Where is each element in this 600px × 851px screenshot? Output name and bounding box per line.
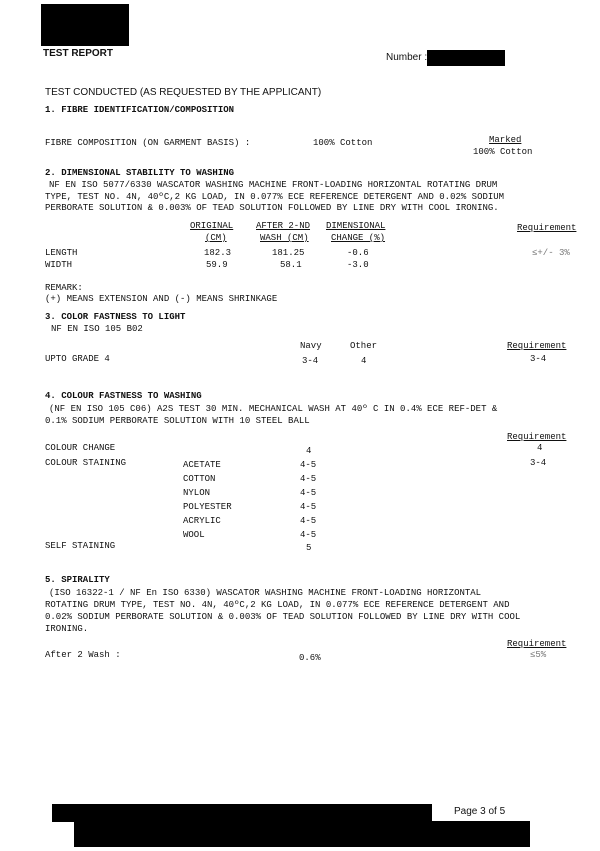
col-dimensional-change: CHANGE (%) xyxy=(331,233,386,243)
self-staining-label: SELF STAINING xyxy=(45,541,116,551)
section5-desc-line1: (ISO 16322-1 / NF En ISO 6330) WASCATOR WASHING MACHINE FRONT-LOADING HORIZONTAL xyxy=(49,588,482,598)
marked-label: Marked xyxy=(489,135,522,145)
self-staining-value: 5 xyxy=(306,543,312,553)
staining-value-cotton: 4-5 xyxy=(300,474,317,484)
section1-heading: 1. FIBRE IDENTIFICATION/COMPOSITION xyxy=(45,105,235,115)
length-label: LENGTH xyxy=(45,248,78,258)
colour-change-label: COLOUR CHANGE xyxy=(45,443,116,453)
length-change: -0.6 xyxy=(347,248,369,258)
staining-value-polyester: 4-5 xyxy=(300,502,317,512)
length-after: 181.25 xyxy=(272,248,305,258)
redacted-footer-left xyxy=(52,804,432,822)
staining-fibre-nylon: NYLON xyxy=(183,488,211,498)
number-label: Number : xyxy=(386,52,428,63)
staining-fibre-acrylic: ACRYLIC xyxy=(183,516,221,526)
test-conducted: TEST CONDUCTED (AS REQUESTED BY THE APPLICANT) xyxy=(45,87,322,98)
col-original-unit: (CM) xyxy=(205,233,227,243)
col-original: ORIGINAL xyxy=(190,221,234,231)
staining-value-acetate: 4-5 xyxy=(300,460,317,470)
colour-change-value: 4 xyxy=(306,446,312,456)
spirality-requirement: ≤5% xyxy=(530,650,547,660)
staining-fibre-polyester: POLYESTER xyxy=(183,502,232,512)
redacted-logo xyxy=(41,4,129,46)
section3-method: NF EN ISO 105 B02 xyxy=(51,324,143,334)
section4-heading: 4. COLOUR FASTNESS TO WASHING xyxy=(45,391,202,401)
colour-staining-requirement: 3-4 xyxy=(530,458,547,468)
section5-desc-line3: 0.02% SODIUM PERBORATE SOLUTION & 0.003% OF TEAD SOLUTION FOLLOWED BY LINE DRY WITH COOL xyxy=(45,612,521,622)
light-row-label: UPTO GRADE 4 xyxy=(45,354,110,364)
col-navy: Navy xyxy=(300,341,322,351)
report-title: TEST REPORT xyxy=(43,48,114,59)
length-requirement: ≤+/- 3% xyxy=(532,248,570,258)
fibre-composition-value: 100% Cotton xyxy=(313,138,373,148)
section3-heading: 3. COLOR FASTNESS TO LIGHT xyxy=(45,312,186,322)
section2-desc-line2: TYPE, TEST NO. 4N, 40ºC,2 KG LOAD, IN 0.077% ECE REFERENCE DETERGENT AND 0.02% SODIUM xyxy=(45,192,505,202)
staining-fibre-wool: WOOL xyxy=(183,530,205,540)
section5-desc-line4: IRONING. xyxy=(45,624,89,634)
col-dimensional: DIMENSIONAL xyxy=(326,221,386,231)
staining-fibre-acetate: ACETATE xyxy=(183,460,221,470)
staining-value-acrylic: 4-5 xyxy=(300,516,317,526)
s4-requirement-label: Requirement xyxy=(507,432,567,442)
staining-fibre-cotton: COTTON xyxy=(183,474,216,484)
section2-heading: 2. DIMENSIONAL STABILITY TO WASHING xyxy=(45,168,235,178)
staining-value-nylon: 4-5 xyxy=(300,488,317,498)
col-after-wash-unit: WASH (CM) xyxy=(260,233,309,243)
staining-value-wool: 4-5 xyxy=(300,530,317,540)
section5-desc-line2: ROTATING DRUM TYPE, TEST NO. 4N, 40ºC,2 KG LOAD, IN 0.077% ECE REFERENCE DETERGENT AND xyxy=(45,600,510,610)
redacted-number xyxy=(427,50,505,66)
length-original: 182.3 xyxy=(204,248,232,258)
light-navy-value: 3-4 xyxy=(302,356,319,366)
light-other-value: 4 xyxy=(361,356,367,366)
colour-change-requirement: 4 xyxy=(537,443,543,453)
section4-desc-line1: (NF EN ISO 105 C06) A2S TEST 30 MIN. MECHANICAL WASH AT 40º C IN 0.4% ECE REF-DET & xyxy=(49,404,498,414)
s2-requirement-label: Requirement xyxy=(517,223,577,233)
col-other: Other xyxy=(350,341,378,351)
remark-text: (+) MEANS EXTENSION AND (-) MEANS SHRINKAGE xyxy=(45,294,278,304)
section4-desc-line2: 0.1% SODIUM PERBORATE SOLUTION WITH 10 STEEL BALL xyxy=(45,416,310,426)
width-after: 58.1 xyxy=(280,260,302,270)
spirality-row-label: After 2 Wash : xyxy=(45,650,121,660)
colour-staining-label: COLOUR STAINING xyxy=(45,458,127,468)
spirality-value: 0.6% xyxy=(299,653,321,663)
width-label: WIDTH xyxy=(45,260,73,270)
width-change: -3.0 xyxy=(347,260,369,270)
section2-desc-line3: PERBORATE SOLUTION & 0.003% OF TEAD SOLUTION FOLLOWED BY LINE DRY WITH COOL IRONING. xyxy=(45,203,499,213)
page-number: Page 3 of 5 xyxy=(454,806,506,817)
remark-label: REMARK: xyxy=(45,283,83,293)
width-original: 59.9 xyxy=(206,260,228,270)
light-requirement: 3-4 xyxy=(530,354,547,364)
s3-requirement-label: Requirement xyxy=(507,341,567,351)
section2-desc-line1: NF EN ISO 5077/6330 WASCATOR WASHING MACHINE FRONT-LOADING HORIZONTAL ROTATING DRUM xyxy=(49,180,498,190)
s5-requirement-label: Requirement xyxy=(507,639,567,649)
section5-heading: 5. SPIRALITY xyxy=(45,575,110,585)
redacted-footer-bottom xyxy=(74,821,530,847)
col-after-wash: AFTER 2-ND xyxy=(256,221,311,231)
fibre-composition-label: FIBRE COMPOSITION (ON GARMENT BASIS) : xyxy=(45,138,251,148)
marked-value: 100% Cotton xyxy=(473,147,533,157)
